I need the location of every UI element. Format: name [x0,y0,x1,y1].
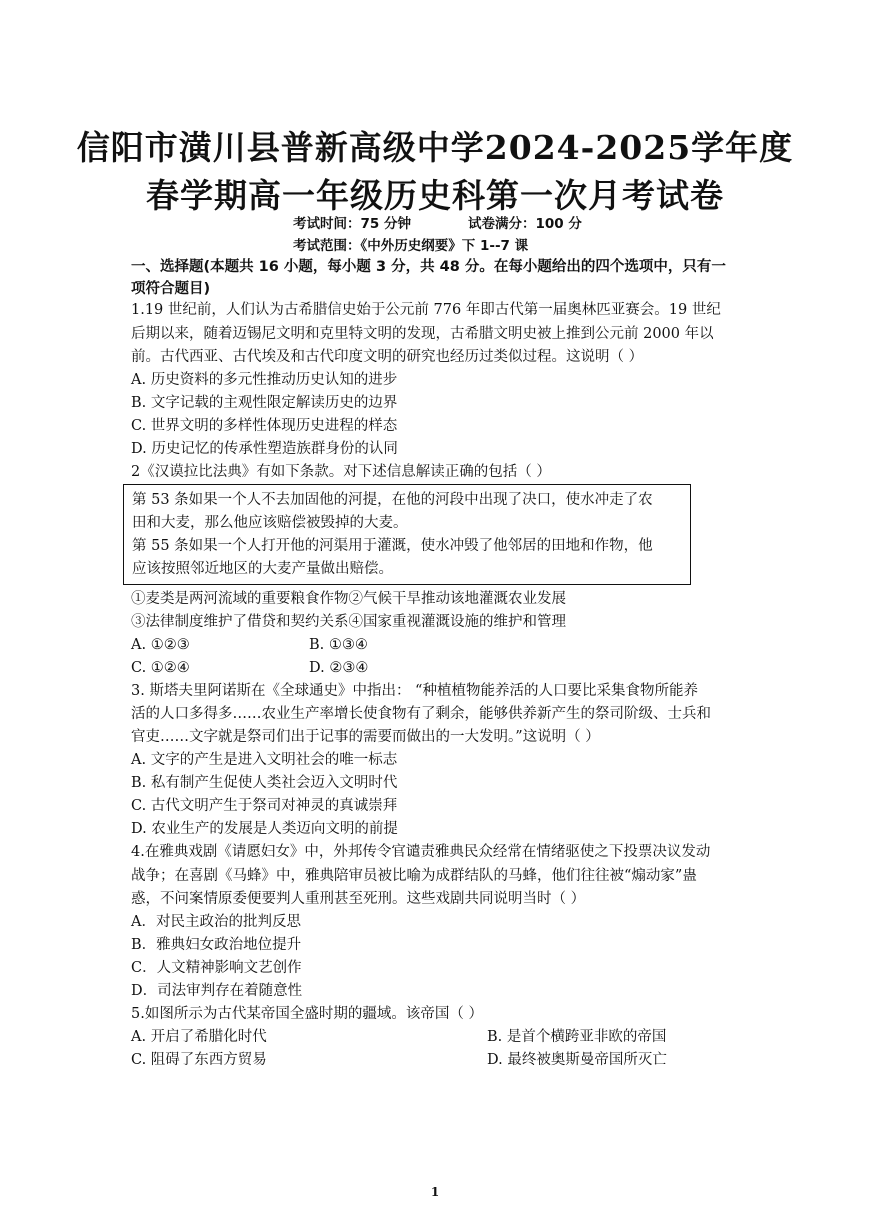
q5-option-a: A. 开启了希腊化时代 [131,1029,267,1045]
exam-time: 考试时间：75 分钟 [293,216,411,232]
q1-stem-line: 1.19 世纪前，人们认为古希腊信史始于公元前 776 年即古代第一届奥林匹亚赛会。19 世纪 [131,302,721,318]
exam-scope: 考试范围：《中外历史纲要》下 1--7 课 [293,238,529,254]
q2-option-d: D. ②③④ [309,660,369,676]
q3-option-d: D. 农业生产的发展是人类迈向文明的前提 [131,821,398,837]
exam-title-line2: 春学期高一年级历史科第一次月考试卷 [146,176,724,215]
q4-option-d: D．司法审判存在着随意性 [131,983,303,999]
q3-option-b: B. 私有制产生促使人类社会迈入文明时代 [131,775,398,791]
q2-box-line: 应该按照邻近地区的大麦产量做出赔偿。 [132,561,393,577]
q3-option-a: A. 文字的产生是进入文明社会的唯一标志 [131,752,398,768]
q1-option-a: A. 历史资料的多元性推动历史认知的进步 [131,372,398,388]
q1-option-c: C. 世界文明的多样性体现历史进程的样态 [131,418,398,434]
q2-option-a: A. ①②③ [131,637,190,653]
q2-box-line: 田和大麦，那么他应该赔偿被毁掉的大麦。 [132,515,408,531]
page-number: 1 [430,1185,440,1199]
q2-box-line: 第 55 条如果一个人打开他的河渠用于灌溉，使水冲毁了他邻居的田地和作物，他 [132,538,653,554]
q5-option-b: B. 是首个横跨亚非欧的帝国 [487,1029,667,1045]
q3-option-c: C. 古代文明产生于祭司对神灵的真诚崇拜 [131,798,398,814]
full-score: 试卷满分：100 分 [468,216,582,232]
q5-option-d: D. 最终被奥斯曼帝国所灭亡 [487,1052,667,1068]
q2-law-excerpt-box [123,484,691,585]
exam-title-line1: 信阳市潢川县普新高级中学2024-2025学年度 [76,128,794,167]
q3-stem-line: 活的人口多得多……农业生产率增长使食物有了剩余，能够供养新产生的祭司阶级、士兵和 [131,706,711,722]
q4-stem-line: 战争；在喜剧《马蜂》中，雅典陪审员被比喻为成群结队的马蜂，他们往往被“煽动家”蛊 [131,868,697,884]
section-heading: 一、选择题(本题共 16 小题，每小题 3 分，共 48 分。在每小题给出的四个选项中，只有一 [131,259,726,275]
q3-stem-line: 3. 斯塔夫里阿诺斯在《全球通史》中指出： “种植植物能养活的人口要比采集食物所能养 [131,683,698,699]
q2-statements-line: ①麦类是两河流域的重要粮食作物②气候干旱推动该地灌溉农业发展 [131,591,566,607]
q3-stem-line: 官吏……文字就是祭司们出于记事的需要而做出的一大发明。”这说明（ ） [131,729,600,745]
q2-stem: 2《汉谟拉比法典》有如下条款。对下述信息解读正确的包括（ ） [131,464,551,480]
q2-option-c: C. ①②④ [131,660,190,676]
q5-stem: 5.如图所示为古代某帝国全盛时期的疆域。该帝国（ ） [131,1006,483,1022]
section-heading-cont: 项符合题目) [131,281,211,297]
q1-stem-line: 前。古代西亚、古代埃及和古代印度文明的研究也经历过类似过程。这说明（ ） [131,349,644,365]
q4-stem-line: 4.在雅典戏剧《请愿妇女》中，外邦传令官谴责雅典民众经常在情绪驱使之下投票决议发动 [131,844,711,860]
q2-option-b: B. ①③④ [309,637,368,653]
q5-option-c: C. 阻碍了东西方贸易 [131,1052,267,1068]
q2-statements-line: ③法律制度维护了借贷和契约关系④国家重视灌溉设施的维护和管理 [131,614,566,630]
q4-option-a: A．对民主政治的批判反思 [131,914,301,930]
q1-option-b: B. 文字记载的主观性限定解读历史的边界 [131,395,398,411]
q4-option-b: B．雅典妇女政治地位提升 [131,937,302,953]
q1-stem-line: 后期以来，随着迈锡尼文明和克里特文明的发现，古希腊文明史被上推到公元前 2000 年以 [131,326,714,342]
q2-box-line: 第 53 条如果一个人不去加固他的河提，在他的河段中出现了决口，使水冲走了农 [132,492,653,508]
q1-option-d: D. 历史记忆的传承性塑造族群身份的认同 [131,441,398,457]
q4-stem-line: 惑，不问案情原委便要判人重刑甚至死刑。这些戏剧共同说明当时（ ） [131,891,586,907]
q4-option-c: C．人文精神影响文艺创作 [131,960,302,976]
